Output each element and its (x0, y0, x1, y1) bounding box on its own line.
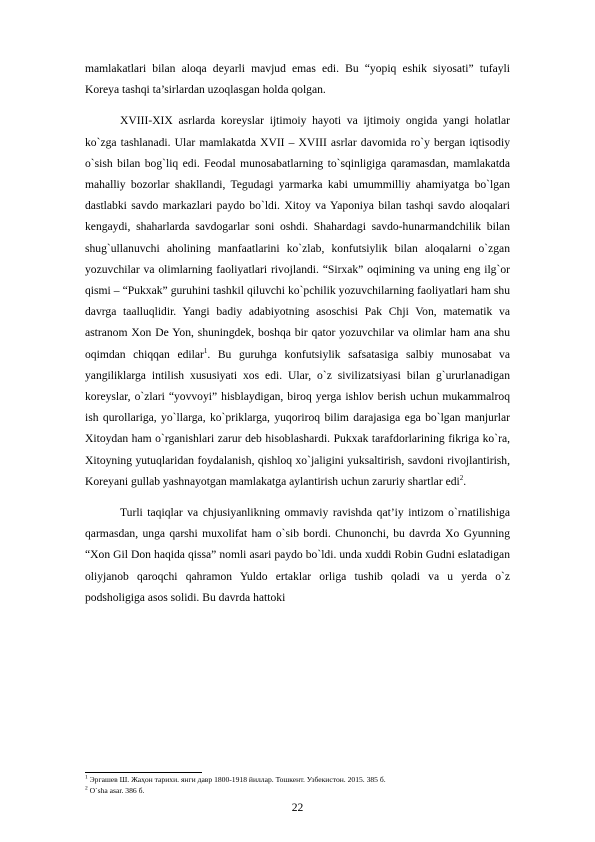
paragraph-2-text-continued: . Bu guruhga konfutsiylik safsatasiga salbiy munosabat va yangiliklarga intilish xususiyati xos edi. Ular, o`z sivilizatsiyasi bilan g`ururlanadigan koreyslar, o`zlari “yovvoyi” hisblaydigan, biroq yerga ishlov berish uchun mukammalroq ish qurollariga, yo`llarga, ko`priklarga, yuqoriroq bilim darajasiga ega bo`lgan manjurlar Xitoydan ham o`rganishlari zarur deb hisoblashardi. Pukxak tarafdorlarining fikriga ko`ra, Xitoyning yutuqlaridan foydalanish, qishloq xo`jaligini yuksaltirish, savdoni rivojlantirish, Koreyani gullab yashnayotgan mamlakatga aylantirish uchun zaruriy shartlar edi (85, 347, 510, 488)
page-number: 22 (291, 801, 304, 814)
footnote-1-text: Эргашев Ш. Жаҳон тарихи. янги давр 1800-1918 йиллар. Тошкент. Узбекистон. 2015. 385 б. (87, 775, 386, 784)
footnote-1 (85, 775, 510, 786)
footnote-mark-2: 2 (85, 784, 88, 791)
footnotes (85, 775, 510, 796)
page-body (85, 58, 510, 608)
paragraph-3: Turli taqiqlar va chjusiyanlikning ommaviy ravishda qat’iy intizom o`rnatilishiga qarmasdan, unga qarshi muxolifat ham o`sib bordi. Chunonchi, bu davrda Xo Gyunning “Xon Gil Don haqida qissa” nomli asari paydo bo`ldi. unda xuddi Robin Gudni eslatadigan oliyjanob qaroqchi qahramon Yuldo ertaklar orliga tushib qoladi va u yerda o`z podsholigiga asos solidi. Bu davrda hattoki (85, 506, 510, 604)
paragraph-2 (85, 110, 510, 492)
paragraph-1: mamlakatlari bilan aloqa deyarli mavjud emas edi. Bu “yopiq eshik siyosati” tufayli Koreya tashqi ta’sirlardan uzoqlasgan holda qolgan. (85, 62, 510, 97)
paragraph-2-text: XVIII-XIX asrlarda koreyslar ijtimoiy hayoti va ijtimoiy ongida yangi holatlar ko`zga tashlanadi. Ular mamlakatda XVII – XVIII asrlar davomida ro`y bergan iqtisodiy o`sish bilan bog`liq edi. Feodal munosabatlarning to`sqinligiga qaramasdan, mamlakatda mahalliy bozorlar shakllandi, Tegudagi yarmarka kabi umummilliy ahamiyatga bo`lgan dastlabki savdo markazlari paydo bo`ldi. Xitoy va Yaponiya bilan tashqi savdo aloqalari kengaydi, shaharlarda savdogarlar soni oshdi. Shahardagi savdo-hunarmandchilik bilan shug`ullanuvchi aholining manfaatlarini ko`zlab, konfutsiylik bilan aloqalarni o`zgan yozuvchilar va olimlarning faoliyatlari rivojlandi. “Sirxak” oqimining va uning eng ilg`or qismi – “Pukxak” guruhini tashkil qiluvchi ko`pchilik yozuvchilarning faoliyatlari ham shu davrga taalluqlidir. Yangi badiy adabiyotning asoschisi Pak Chji Von, matematik va astranom Xon De Yon, shuningdek, boshqa bir qator yozuvchilar va olimlar ham ana shu oqimdan chiqqan edilar (85, 114, 510, 361)
footnote-mark-1: 1 (85, 774, 88, 781)
footnote-2 (85, 786, 510, 797)
footnote-ref-1[interactable]: 1 (203, 346, 208, 355)
footnote-2-text: O`sha asar. 386 б. (87, 785, 145, 795)
footnote-divider (85, 772, 202, 773)
footnote-ref-2[interactable]: 2 (459, 474, 464, 482)
paragraph-2-text-end: . (463, 474, 467, 488)
